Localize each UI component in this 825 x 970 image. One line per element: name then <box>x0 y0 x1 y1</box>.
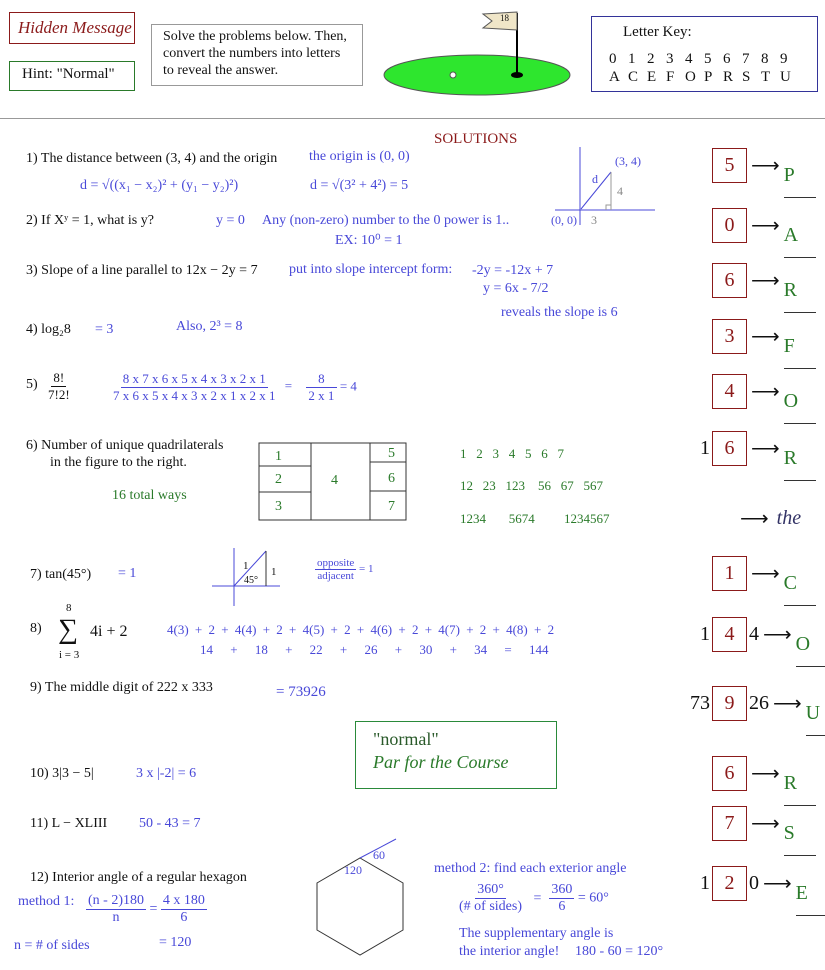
callout-line-2: Par for the Course <box>373 752 509 772</box>
p5-simplified-den: 2 x 1 <box>308 388 335 403</box>
key-digit: 1 <box>628 51 636 67</box>
sigma-symbol: ∑ <box>58 614 78 645</box>
problem-2: 2) If Xʸ = 1, what is y? <box>26 213 154 228</box>
p12-den-1: n <box>112 910 120 925</box>
sum-upper: 8 <box>66 602 72 614</box>
answer-digit-box: 6 <box>712 263 747 298</box>
p1-formula: d = √((x₁ − x₂)² + (y₁ − y₂)²) <box>80 178 239 193</box>
answer-letter: P <box>784 154 816 198</box>
p3-line-3: reveals the slope is 6 <box>501 305 618 320</box>
p12-den-3: (# of sides) <box>459 899 522 914</box>
cell-5: 5 <box>388 446 395 461</box>
letter-key-title: Letter Key: <box>623 24 692 40</box>
p5-fraction <box>48 370 70 403</box>
answer-suffix: 26 <box>749 692 769 714</box>
arrow-icon: ⟶ <box>751 381 780 403</box>
p4-answer: = 3 <box>95 322 114 337</box>
p12-method-2: method 2: find each exterior angle <box>434 861 627 876</box>
key-letter: E <box>647 69 657 85</box>
p5-den: 7!2! <box>48 387 70 402</box>
fig-point-label: (3, 4) <box>615 154 641 168</box>
answer-digit-box: 2 <box>712 866 747 901</box>
problem-6-line-2: in the figure to the right. <box>50 455 187 470</box>
key-letter: P <box>704 69 713 85</box>
arrow-icon: ⟶ <box>751 438 780 460</box>
p5-work <box>113 371 357 404</box>
arrow-icon: ⟶ <box>751 326 780 348</box>
fig-4-label: 4 <box>617 184 623 198</box>
p12-num-3: 360° <box>477 882 504 897</box>
key-digit: 9 <box>780 51 788 67</box>
p10-answer: 3 x |-2| = 6 <box>136 766 197 781</box>
answer-row <box>640 556 816 594</box>
header-divider <box>0 118 825 119</box>
hexagon-interior-label: 120 <box>344 863 362 877</box>
cell-7: 7 <box>388 499 395 514</box>
page-title: Hidden Message <box>18 18 132 37</box>
answer-letter: F <box>784 325 816 369</box>
key-digit: 7 <box>742 51 750 67</box>
problem-6-line-1: 6) Number of unique quadrilaterals <box>26 438 224 453</box>
answer-prefix: 1 <box>700 437 710 459</box>
p5-num: 8! <box>53 370 65 385</box>
answer-row <box>640 208 816 246</box>
arrow-icon: ⟶ <box>751 270 780 292</box>
p6-singles: 1 2 3 4 5 6 7 <box>460 446 564 461</box>
key-digits <box>609 51 799 68</box>
answer-prefix: 73 <box>690 692 710 714</box>
answer-digit-box: 6 <box>712 756 747 791</box>
arrow-icon: ⟶ <box>751 215 780 237</box>
hexagon-figure <box>310 838 410 958</box>
answer-row <box>640 617 825 655</box>
key-letter: R <box>723 69 734 85</box>
p3-note: put into slope intercept form: <box>289 262 453 277</box>
p3-line-2: y = 6x - 7/2 <box>483 281 549 296</box>
p12-num-4: 360 <box>551 882 573 897</box>
p1-calc: d = √(3² + 4²) = 5 <box>310 178 409 193</box>
key-letter: C <box>628 69 639 85</box>
key-digit: 8 <box>761 51 769 67</box>
arrow-icon: ⟶ <box>751 563 780 585</box>
fig-hyp-label: 1 <box>243 560 249 572</box>
key-digit: 2 <box>647 51 655 67</box>
arrow-icon: ⟶ <box>773 693 802 715</box>
callout-line-1: "normal" <box>373 729 439 749</box>
p1-note: the origin is (0, 0) <box>309 149 410 164</box>
key-digit: 0 <box>609 51 617 67</box>
answer-letter: A <box>784 214 816 258</box>
problem-8: 8) <box>30 621 42 636</box>
fig-side-label: 1 <box>271 566 277 578</box>
p7-ratio-num: opposite <box>317 557 355 569</box>
hint-text: Hint: "Normal" <box>22 66 115 82</box>
p12-supplementary-1: The supplementary angle is <box>459 926 614 941</box>
p12-method-1: method 1: <box>18 894 75 909</box>
answer-digit-box: 3 <box>712 319 747 354</box>
p12-den-4: 6 <box>558 899 566 914</box>
cell-4: 4 <box>331 473 338 488</box>
key-digit: 6 <box>723 51 731 67</box>
golf-green-icon <box>380 8 575 98</box>
p12-n-definition: n = # of sides <box>14 938 90 953</box>
answer-row <box>640 686 825 724</box>
p5-result: = 4 <box>339 378 357 394</box>
the-row <box>736 506 801 531</box>
p12-result-1: = 120 <box>159 935 192 950</box>
problem-10: 10) 3|3 − 5| <box>30 766 94 781</box>
p12-method-2-work <box>459 882 609 915</box>
solutions-title: SOLUTIONS <box>434 131 518 147</box>
key-letter: O <box>685 69 696 85</box>
answer-letter: R <box>784 269 816 313</box>
cell-2: 2 <box>275 472 282 487</box>
answer-digit-box: 0 <box>712 208 747 243</box>
p8-line-1: 4(3) + 2 + 4(4) + 2 + 4(5) + 2 + 4(6) + 2 + 4(7) + 2 + 4(8) + 2 <box>167 622 555 637</box>
the-word: the <box>776 507 802 529</box>
p7-ratio-den: adjacent <box>317 570 354 582</box>
p7-ratio-result: = 1 <box>359 563 374 576</box>
answer-row <box>640 756 816 794</box>
problem-12: 12) Interior angle of a regular hexagon <box>30 870 247 885</box>
instructions-3: to reveal the answer. <box>163 63 279 78</box>
answer-suffix: 4 <box>749 623 759 645</box>
answer-digit-box: 4 <box>712 374 747 409</box>
key-digit: 5 <box>704 51 712 67</box>
cell-1: 1 <box>275 449 282 464</box>
problem-4: 4) log₂8 <box>26 322 71 337</box>
p6-total: 16 total ways <box>112 488 187 503</box>
p12-num-1: (n - 2)180 <box>88 893 144 908</box>
answer-letter: C <box>784 562 816 606</box>
fig-origin-label: (0, 0) <box>551 213 577 227</box>
p12-num-2: 4 x 180 <box>162 893 205 908</box>
p12-eq-2: = <box>533 890 542 906</box>
problem-11: 11) L − XLIII <box>30 816 108 831</box>
key-letters <box>609 69 799 86</box>
flag-number: 18 <box>500 13 509 23</box>
answer-digit-box: 7 <box>712 806 747 841</box>
p8-line-2: 14 + 18 + 22 + 26 + 30 + 34 = 144 <box>200 642 549 657</box>
key-letter: U <box>780 69 791 85</box>
answer-letter: R <box>784 437 816 481</box>
sum-expression: 4i + 2 <box>90 623 128 640</box>
p9-answer: = 73926 <box>276 684 326 700</box>
problem-5: 5) <box>26 377 38 392</box>
answer-row <box>640 431 816 469</box>
p12-result-2: = 60° <box>577 890 609 906</box>
answer-letter: O <box>796 623 825 667</box>
instructions-2: convert the numbers into letters <box>163 46 341 61</box>
p5-work-num: 8 x 7 x 6 x 5 x 4 x 3 x 2 x 1 <box>122 371 266 386</box>
p12-eq: = <box>149 901 158 917</box>
answer-digit-box: 9 <box>712 686 747 721</box>
problem-7: 7) tan(45°) <box>30 567 92 582</box>
arrow-icon: ⟶ <box>751 155 780 177</box>
p3-line-1: -2y = -12x + 7 <box>472 263 554 278</box>
fig-3-label: 3 <box>591 213 597 227</box>
answer-letter: O <box>784 380 816 424</box>
fig-angle-label: 45° <box>244 575 258 586</box>
p6-larger: 1234 5674 1234567 <box>460 511 610 526</box>
arrow-icon: ⟶ <box>763 873 792 895</box>
answer-letter: S <box>784 812 816 856</box>
answer-prefix: 1 <box>700 623 710 645</box>
key-letter: T <box>761 69 771 85</box>
cell-6: 6 <box>388 471 395 486</box>
answer-row <box>640 374 816 412</box>
problem-1: 1) The distance between (3, 4) and the origin <box>26 151 278 166</box>
cell-3: 3 <box>275 499 282 514</box>
arrow-icon: ⟶ <box>751 763 780 785</box>
answer-digit-box: 6 <box>712 431 747 466</box>
answer-row <box>640 806 816 844</box>
p12-supplementary-3: 180 - 60 = 120° <box>575 944 664 959</box>
p2-example: EX: 10⁰ = 1 <box>335 233 403 248</box>
key-digit: 4 <box>685 51 693 67</box>
p2-note: Any (non-zero) number to the 0 power is 1.. <box>262 213 510 228</box>
answer-letter: E <box>796 872 825 916</box>
sum-lower: i = 3 <box>59 649 80 661</box>
arrow-icon: ⟶ <box>763 624 792 646</box>
answer-digit-box: 5 <box>712 148 747 183</box>
answer-digit-box: 1 <box>712 556 747 591</box>
p7-answer: = 1 <box>118 566 137 581</box>
the-arrow: ⟶ <box>740 508 769 530</box>
key-letter: F <box>666 69 675 85</box>
answer-prefix: 1 <box>700 872 710 894</box>
answer-row <box>640 866 825 904</box>
answer-letter: U <box>806 692 825 736</box>
instructions-1: Solve the problems below. Then, <box>163 29 347 44</box>
p2-answer: y = 0 <box>216 213 245 228</box>
p6-pairs: 12 23 123 56 67 567 <box>460 478 603 493</box>
p7-ratio <box>315 557 374 582</box>
hexagon-exterior-label: 60 <box>373 848 385 862</box>
answer-letter: R <box>784 762 816 806</box>
p12-den-2: 6 <box>180 910 188 925</box>
p5-eq: = <box>284 378 293 394</box>
key-digit: 3 <box>666 51 674 67</box>
p12-supplementary-2: the interior angle! <box>459 944 560 959</box>
problem-9: 9) The middle digit of 222 x 333 <box>30 680 213 695</box>
answer-suffix: 0 <box>749 872 759 894</box>
p12-method-1-work <box>86 893 207 926</box>
p5-work-den: 7 x 6 x 5 x 4 x 3 x 2 x 1 x 2 x 1 <box>113 388 276 403</box>
key-letter: A <box>609 69 620 85</box>
p5-simplified-num: 8 <box>306 371 337 388</box>
answer-row <box>640 148 816 186</box>
fig-d-label: d <box>592 172 598 186</box>
p11-answer: 50 - 43 = 7 <box>139 816 201 831</box>
arrow-icon: ⟶ <box>751 813 780 835</box>
key-letter: S <box>742 69 751 85</box>
problem-3: 3) Slope of a line parallel to 12x − 2y = 7 <box>26 263 258 278</box>
answer-digit-box: 4 <box>712 617 747 652</box>
p4-also: Also, 2³ = 8 <box>176 319 243 334</box>
answer-row <box>640 263 816 301</box>
answer-row <box>640 319 816 357</box>
